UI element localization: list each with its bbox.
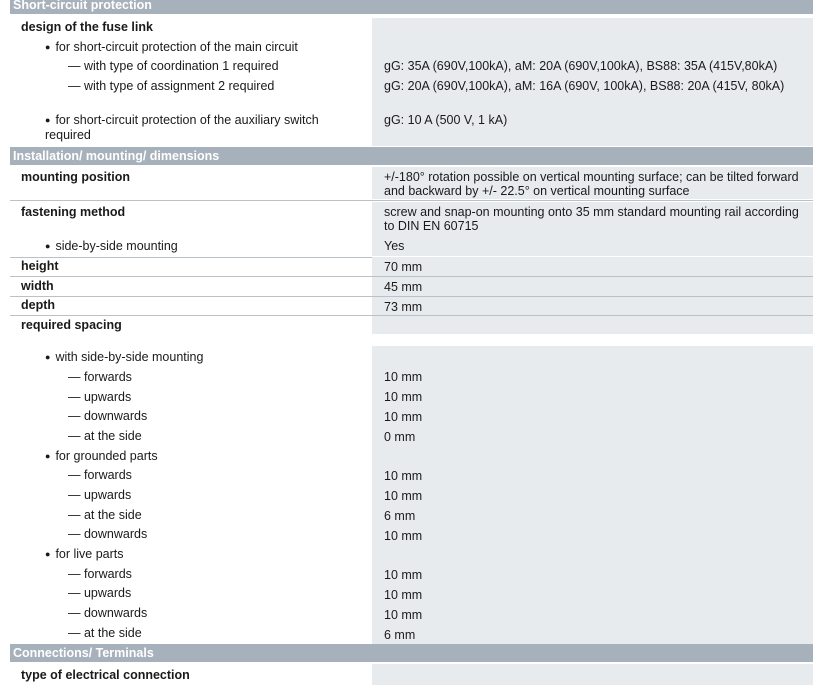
fastening-method-value: screw and snap-on mounting onto 35 mm standard mounting rail according to DIN EN 60715: [372, 202, 813, 236]
required-spacing-label: required spacing: [21, 318, 122, 332]
aux-switch-value: gG: 10 A (500 V, 1 kA): [372, 110, 813, 146]
coord2-value: gG: 20A (690V,100kA), aM: 16A (690V, 100kA), BS88: 20A (415V, 80kA): [372, 76, 813, 110]
with-side-forwards-label: — forwards: [68, 370, 408, 384]
grounded-forwards-label: — forwards: [68, 468, 408, 482]
live-side-value: 6 mm: [372, 625, 813, 644]
with-side-downwards-label: — downwards: [68, 409, 408, 423]
fastening-method-label: fastening method: [21, 205, 126, 219]
electrical-connection-value: [372, 664, 813, 685]
live-upwards-label: — upwards: [68, 586, 408, 600]
grounded-downwards-label: — downwards: [68, 527, 408, 541]
with-side-upwards-label: — upwards: [68, 390, 408, 404]
live-forwards-label: — forwards: [68, 567, 408, 581]
grounded-upwards-value: 10 mm: [372, 486, 813, 506]
side-by-side-label: ● side-by-side mounting: [45, 239, 385, 254]
live-parts-label: ● for live parts: [45, 547, 385, 562]
main-circuit-label: ● for short-circuit protection of the main circuit: [45, 40, 385, 55]
with-side-side-label: — at the side: [68, 429, 408, 443]
live-downwards-label: — downwards: [68, 606, 408, 620]
side-by-side-value: Yes: [372, 236, 813, 256]
grounded-forwards-value: 10 mm: [372, 466, 813, 486]
section-header-installation: Installation/ mounting/ dimensions: [10, 147, 813, 165]
coord1-value: gG: 35A (690V,100kA), aM: 20A (690V,100kA), BS88: 35A (415V,80kA): [372, 56, 813, 78]
grounded-side-label: — at the side: [68, 508, 408, 522]
aux-switch-label: ● for short-circuit protection of the auxiliary switch required: [45, 113, 345, 142]
with-side-forwards-value: 10 mm: [372, 367, 813, 387]
mounting-position-label: mounting position: [21, 170, 131, 184]
electrical-connection-label: type of electrical connection: [21, 668, 190, 682]
height-label: height: [21, 259, 59, 273]
section-header-short-circuit: Short-circuit protection: [10, 0, 813, 14]
grounded-parts-value: [372, 447, 813, 466]
live-forwards-value: 10 mm: [372, 565, 813, 585]
with-side-upwards-value: 10 mm: [372, 387, 813, 407]
grounded-downwards-value: 10 mm: [372, 526, 813, 545]
section-header-connections: Connections/ Terminals: [10, 644, 813, 662]
live-parts-value: [372, 545, 813, 565]
with-side-by-side-label: ● with side-by-side mounting: [45, 350, 385, 365]
fuse-link-value: [372, 18, 813, 40]
mounting-position-value: +/-180° rotation possible on vertical mounting surface; can be tilted forward and backward by +/- 22.5° on vertical mounting surface: [372, 167, 813, 199]
grounded-upwards-label: — upwards: [68, 488, 408, 502]
live-downwards-value: 10 mm: [372, 605, 813, 625]
coord2-label: — with type of assignment 2 required: [68, 79, 408, 93]
width-value: 45 mm: [372, 277, 813, 296]
live-side-label: — at the side: [68, 626, 408, 640]
depth-value: 73 mm: [372, 297, 813, 315]
fuse-link-label: design of the fuse link: [21, 20, 153, 34]
width-label: width: [21, 279, 54, 293]
row-separator: [10, 200, 813, 201]
with-side-side-value: 0 mm: [372, 427, 813, 447]
with-side-by-side-value: [372, 346, 813, 369]
grounded-side-value: 6 mm: [372, 506, 813, 526]
grounded-parts-label: ● for grounded parts: [45, 449, 385, 464]
depth-label: depth: [21, 298, 56, 312]
with-side-downwards-value: 10 mm: [372, 407, 813, 427]
required-spacing-value: [372, 316, 813, 334]
height-value: 70 mm: [372, 257, 813, 276]
coord1-label: — with type of coordination 1 required: [68, 59, 408, 73]
live-upwards-value: 10 mm: [372, 585, 813, 605]
